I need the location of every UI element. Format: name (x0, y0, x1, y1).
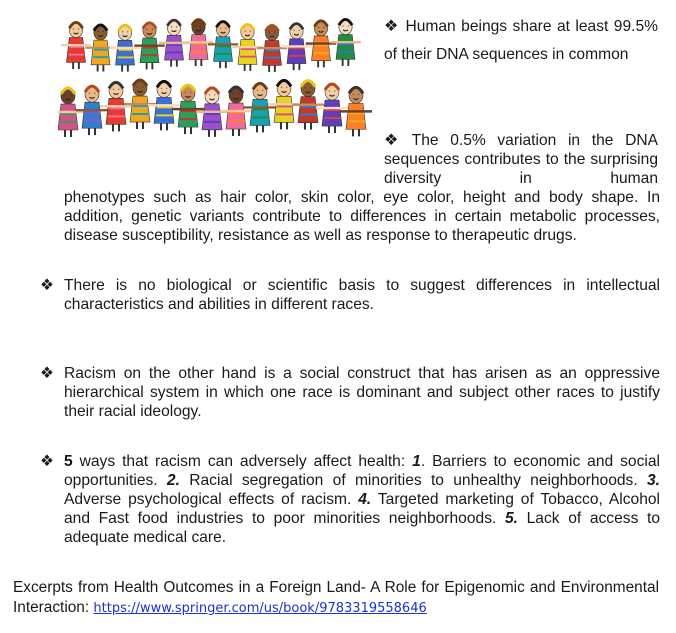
footer-citation (13, 578, 659, 619)
item-text: Targeted marketing of Tobacco, Alcohol and Fast food industries to poor minorities neighborhoods. (64, 491, 661, 527)
paragraph-text: There is no biological or scientific basis to suggest differences in intellectual characteristics and abilities in different races. (64, 277, 660, 313)
paragraph-variation-bottom (64, 188, 660, 245)
paragraph-variation-top (384, 131, 658, 188)
item-number: 3. (646, 472, 660, 489)
bullet-icon: ❖ (40, 277, 54, 294)
item-text: Racial segregation of minorities to unhealthy neighborhoods. (179, 472, 647, 489)
paragraph-no-basis (40, 276, 660, 314)
paragraph-text: Human beings share at least 99.5% of their DNA sequences in common (384, 18, 658, 63)
bullet-icon: ❖ (384, 132, 406, 149)
paragraph-text: The 0.5% variation in the DNA sequences contributes to the surprising diversity in human (384, 132, 659, 187)
citation-text: Excerpts from Health Outcomes in a Foreign Land- A Role for Epigenomic and Environmental Interaction: (13, 579, 659, 616)
item-text: . Barriers to economic and social opportunities. (64, 453, 660, 489)
springer-link[interactable]: https://www.springer.com/us/book/9783319558646 (93, 601, 427, 616)
count-number: 5 (64, 453, 73, 470)
bullet-icon: ❖ (384, 18, 400, 35)
item-number: 5. (504, 510, 518, 527)
intro-text: ways that racism can adversely affect health: (72, 453, 413, 470)
item-number: 1 (412, 453, 421, 470)
paragraph-five-ways (40, 452, 661, 547)
paragraph-racism-construct (40, 364, 660, 421)
item-number: 4. (358, 491, 372, 508)
paragraph-text: phenotypes such as hair color, skin color, eye color, height and body shape. In addition, genetic variants contribute to differences in certain metabolic processes, disease susceptibility, resistance as well as response to therapeutic drugs. (64, 189, 660, 244)
item-text: Lack of access to adequate medical care. (64, 510, 661, 546)
item-number: 2. (166, 472, 180, 489)
diverse-people-illustration (58, 12, 372, 168)
paragraph-text: Racism on the other hand is a social construct that has arisen as an oppressive hierarchical system in which one race is dominant and subject other races to justify their racial ideology. (64, 365, 660, 420)
item-text: Adverse psychological effects of racism. (64, 491, 359, 508)
bullet-icon: ❖ (40, 453, 54, 470)
paragraph-dna-share (384, 13, 658, 69)
bullet-icon: ❖ (40, 365, 54, 382)
